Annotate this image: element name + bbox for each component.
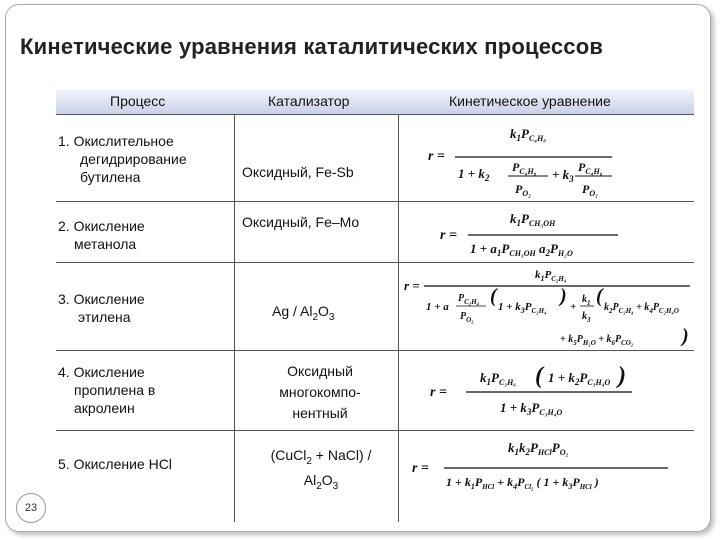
row-divider [56, 350, 694, 351]
process-cell-4: 4. Окисление пропилена в акролеин [58, 364, 156, 416]
catalyst-cell-3: Ag / $Al_2O_3$ [272, 303, 335, 323]
equation-5 [400, 432, 694, 520]
header-catalyst: Катализатор [268, 93, 350, 109]
process-cell-2: 2. Окисление метанола [58, 218, 145, 252]
page-number-badge: 23 [16, 493, 46, 523]
process-cell-3: 3. Окисление этилена [58, 291, 145, 325]
svg-text:PO₂: $P_{O_2}$ [515, 182, 531, 198]
process-cell-5: 5. Окисление HCl [58, 456, 172, 472]
svg-text:k3: $k_3$ [582, 311, 591, 324]
row-divider [56, 430, 694, 431]
catalyst-cell-4: Оксидный многокомпо- нентный [279, 363, 361, 421]
svg-text:+ k5PH₂O + k6PCO₂: + $k_5P_{H_2O} + k_6P_{CO_2}$ [560, 334, 634, 347]
svg-text:(: ( [535, 363, 543, 389]
equation-2 [400, 203, 694, 261]
svg-text:k1PC₂H₄: $k_1P_{C_2H_4}$ [535, 269, 567, 283]
svg-text:): ) [682, 325, 689, 347]
svg-text:r =: r = [404, 278, 420, 293]
svg-text:r =: r = [428, 149, 445, 164]
svg-text:1 + k3PC₃H₄O: $1 + k_3P_{C_3H_4O}$ [500, 400, 563, 417]
svg-text:(: ( [596, 285, 603, 307]
svg-text:PO₂: $P_{O_2}$ [582, 182, 598, 198]
svg-text:+: + [570, 301, 577, 313]
equation-4 [400, 352, 694, 428]
svg-text:1 + k2: $1 + k_2$ [458, 166, 490, 183]
column-divider [398, 114, 399, 522]
svg-text:r =: r = [412, 461, 429, 476]
svg-text:1 + a1PCH₃OH a2PH₂O: $1 + a_1P_{CH_3OH}$ $a_2P_{H_2O}$ [470, 241, 573, 258]
svg-text:PC₄H₆: $P_{C_4H_6}$ [578, 160, 603, 176]
equation-3 [400, 264, 694, 350]
svg-text:(: ( [490, 285, 497, 307]
equation-1 [400, 116, 694, 200]
svg-text:): ) [618, 363, 626, 389]
row-divider [56, 114, 694, 115]
svg-text:PO₂: $P_{O_2}$ [460, 311, 474, 324]
slide-title: Кинетические уравнения каталитических процессов [20, 34, 604, 59]
catalyst-cell-1: Оксидный, Fe-Sb [242, 164, 354, 180]
svg-text:k2PC₂H₄ + k4PC₂H₄O: $k_2P_{C_2H_4} + k_4P_{C_2H_4O}$ [604, 302, 679, 315]
catalyst-cell-2: Оксидный, Fe–Mo [242, 214, 360, 230]
svg-text:+ k3: + $k_3$ [552, 167, 574, 184]
row-divider [56, 201, 694, 202]
svg-text:k1k2PHClPO₂: $k_1k_2P_{HCl}P_{O_2}$ [508, 440, 569, 457]
svg-text:1 + k3PC₂H₄: $1 + k_3P_{C_2H_4}$ [498, 301, 547, 315]
svg-text:1 + a: 1 + a [426, 301, 449, 313]
svg-text:PC₄H₈: $P_{C_4H_8}$ [512, 160, 537, 176]
row-divider [56, 262, 694, 263]
column-divider [234, 114, 235, 522]
catalyst-cell-5: (CuCl$_2$ + NaCl) / $Al_2O_3$ [270, 447, 372, 492]
svg-text:PC₂H₄: $P_{C_2H_4}$ [458, 293, 480, 306]
svg-text:): ) [560, 285, 567, 307]
svg-text:r =: r = [440, 228, 457, 243]
svg-text:k1PC₃H₆: $k_1P_{C_3H_6}$ [480, 370, 517, 387]
svg-text:k1PCH₃OH: $k_1P_{CH_3OH}$ [510, 211, 556, 228]
svg-text:k1PC₄H₈: $k_1P_{C_4H_8}$ [510, 126, 547, 143]
header-equation: Кинетическое уравнение [449, 93, 611, 109]
svg-text:1 + k2PC₃H₄O: $1 + k_2P_{C_3H_4O}$ [548, 370, 611, 387]
svg-text:k1: $k_1$ [582, 294, 591, 307]
process-cell-1: 1. Окислительное дегидрирование бутилена [58, 133, 187, 185]
header-process: Процесс [110, 93, 166, 109]
svg-text:1 + k1PHCl + k4PCl₂ ( 1 + k3PH: $1 + k_1P_{HCl} + k_4P_{Cl_2}$ ( $1 + k_3P_{HCl}$ ) [446, 475, 599, 491]
svg-text:r =: r = [430, 385, 447, 400]
